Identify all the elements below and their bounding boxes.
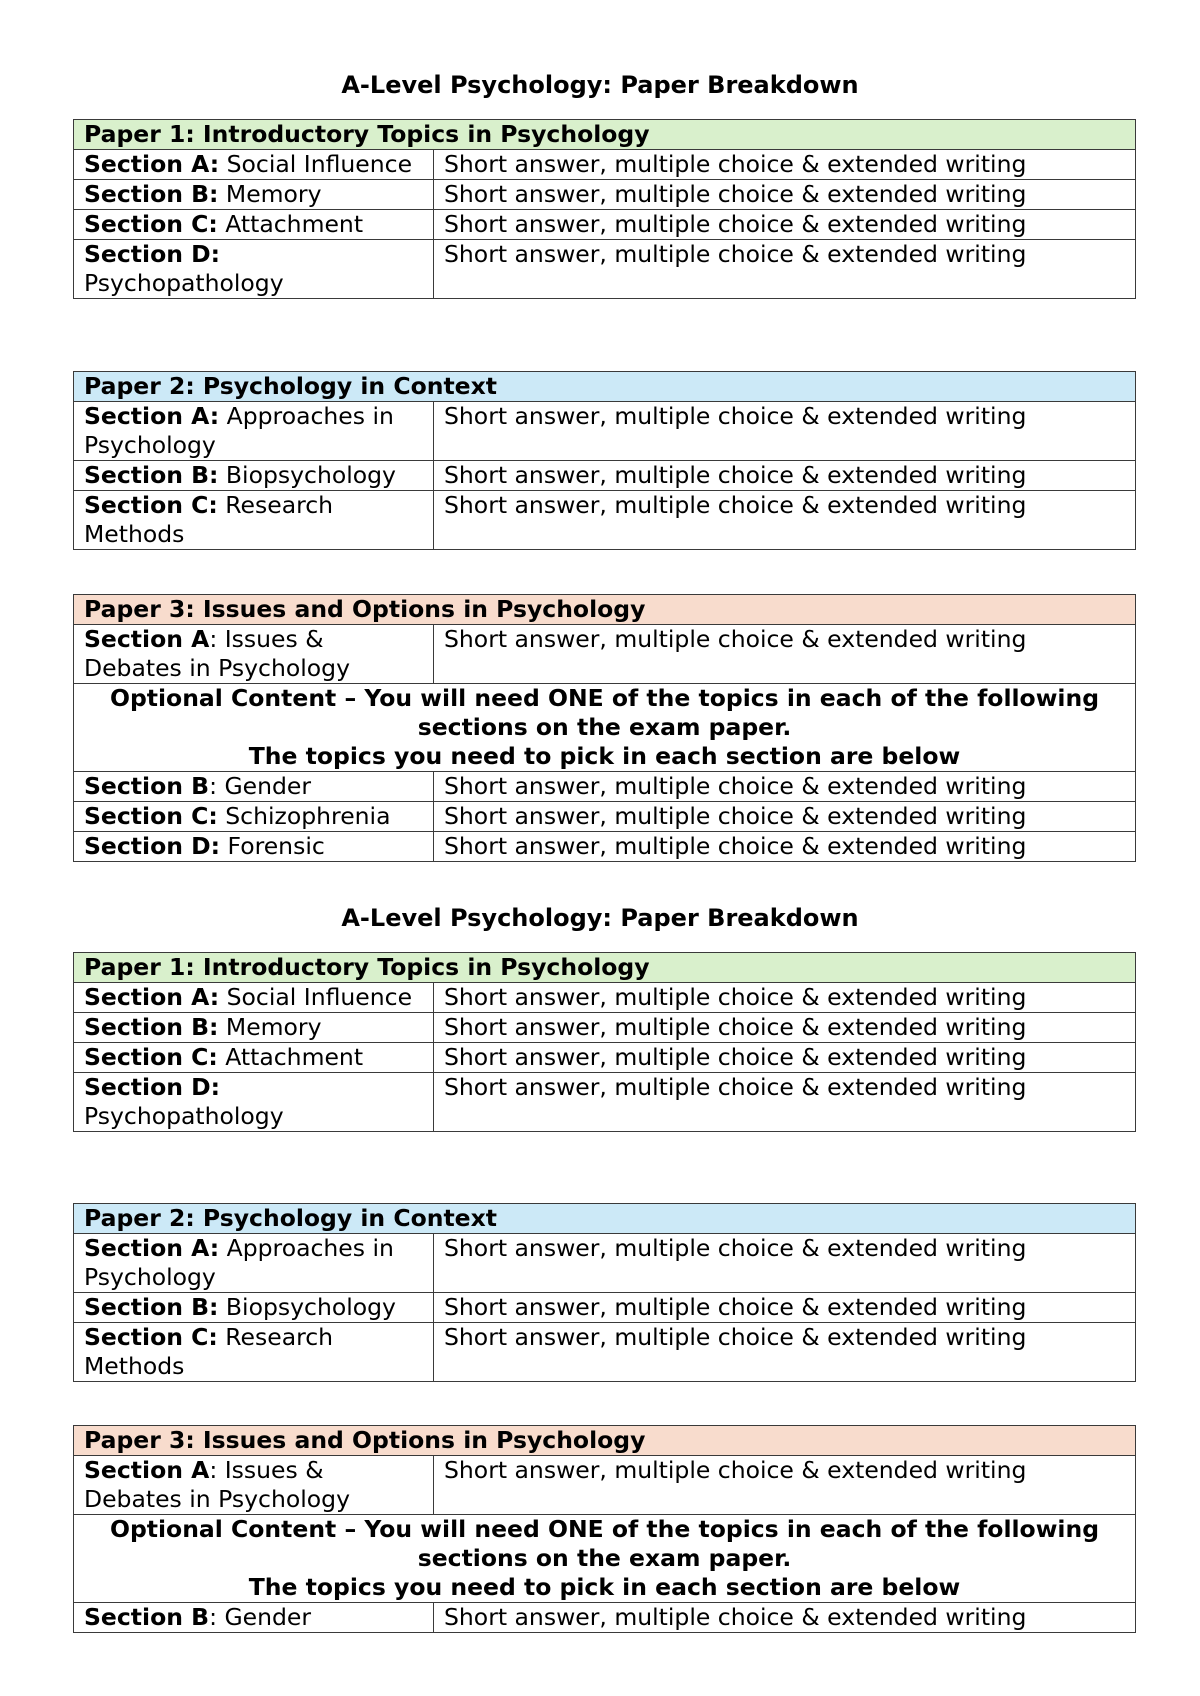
section-cell <box>74 150 434 180</box>
table-row <box>74 1234 1136 1293</box>
section-cell <box>74 491 434 550</box>
section-cell <box>74 1234 434 1293</box>
section-topic: Attachment <box>217 210 364 238</box>
format-cell: Short answer, multiple choice & extended writing <box>434 1073 1136 1132</box>
table-row <box>74 150 1136 180</box>
section-label: Section B: <box>84 1293 219 1321</box>
format-cell: Short answer, multiple choice & extended writing <box>434 1234 1136 1293</box>
section-topic: : Gender <box>209 772 312 800</box>
table-row <box>74 1073 1136 1132</box>
table-row <box>74 210 1136 240</box>
section-label: Section C: <box>84 802 218 830</box>
section-cell <box>74 240 434 299</box>
format-cell: Short answer, multiple choice & extended writing <box>434 832 1136 862</box>
section-topic: Psychopathology <box>84 269 284 297</box>
optional-content-line: The topics you need to pick in each section are below <box>248 1573 961 1601</box>
section-label: Section A: <box>84 1234 220 1262</box>
section-cell <box>74 402 434 461</box>
format-cell: Short answer, multiple choice & extended writing <box>434 150 1136 180</box>
section-topic: Social Influence <box>219 983 413 1011</box>
table-row <box>74 180 1136 210</box>
section-topic: Attachment <box>217 1043 364 1071</box>
table-row <box>74 832 1136 862</box>
section-cell <box>74 1013 434 1043</box>
format-cell: Short answer, multiple choice & extended writing <box>434 491 1136 550</box>
table-row <box>74 625 1136 684</box>
format-cell: Short answer, multiple choice & extended writing <box>434 983 1136 1013</box>
page-title: A-Level Psychology: Paper Breakdown <box>341 71 859 99</box>
paper-heading: Paper 1: Introductory Topics in Psychology <box>74 120 1136 150</box>
optional-content-line: Optional Content – You will need ONE of the topics in each of the following sections on the exam paper. <box>109 1515 1100 1572</box>
section-cell <box>74 1603 434 1633</box>
table-row <box>74 1013 1136 1043</box>
paper-heading: Paper 1: Introductory Topics in Psychology <box>74 953 1136 983</box>
section-topic: Approaches in Psychology <box>84 402 394 459</box>
section-label: Section A <box>84 1456 210 1484</box>
section-label: Section A: <box>84 983 220 1011</box>
table-row <box>74 1043 1136 1073</box>
optional-content-row <box>74 684 1136 772</box>
optional-content-line: The topics you need to pick in each section are below <box>248 742 961 770</box>
table-row <box>74 240 1136 299</box>
section-topic: Memory <box>218 180 322 208</box>
section-label: Section B: <box>84 1013 219 1041</box>
format-cell: Short answer, multiple choice & extended writing <box>434 1603 1136 1633</box>
section-label: Section D: <box>84 240 221 268</box>
table-row <box>74 1293 1136 1323</box>
format-cell: Short answer, multiple choice & extended writing <box>434 1013 1136 1043</box>
section-topic: Social Influence <box>219 150 413 178</box>
format-cell: Short answer, multiple choice & extended writing <box>434 1293 1136 1323</box>
table-row <box>74 491 1136 550</box>
paper-2-table <box>73 371 1136 550</box>
section-label: Section B <box>84 772 210 800</box>
optional-content-note <box>74 1515 1136 1603</box>
table-row <box>74 402 1136 461</box>
section-cell <box>74 1293 434 1323</box>
paper-3-table <box>73 594 1136 862</box>
table-row <box>74 802 1136 832</box>
section-topic: Memory <box>218 1013 322 1041</box>
format-cell: Short answer, multiple choice & extended writing <box>434 625 1136 684</box>
table-row <box>74 1323 1136 1382</box>
section-topic: Research Methods <box>84 491 334 548</box>
section-topic: : Gender <box>209 1603 312 1631</box>
format-cell: Short answer, multiple choice & extended writing <box>434 461 1136 491</box>
table-row <box>74 1603 1136 1633</box>
section-label: Section A <box>84 625 210 653</box>
format-cell: Short answer, multiple choice & extended writing <box>434 210 1136 240</box>
optional-content-note <box>74 684 1136 772</box>
paper-heading: Paper 2: Psychology in Context <box>74 1204 1136 1234</box>
paper-heading: Paper 3: Issues and Options in Psychology <box>74 1426 1136 1456</box>
table-row <box>74 983 1136 1013</box>
paper-1-table <box>73 952 1136 1132</box>
section-label: Section C: <box>84 1043 218 1071</box>
section-label: Section A: <box>84 402 220 430</box>
format-cell: Short answer, multiple choice & extended writing <box>434 772 1136 802</box>
section-label: Section B <box>84 1603 210 1631</box>
section-topic: : Issues & Debates in Psychology <box>84 625 350 682</box>
table-row <box>74 461 1136 491</box>
section-cell <box>74 210 434 240</box>
format-cell: Short answer, multiple choice & extended writing <box>434 240 1136 299</box>
paper-2-table <box>73 1203 1136 1382</box>
format-cell: Short answer, multiple choice & extended writing <box>434 1456 1136 1515</box>
section-label: Section C: <box>84 210 218 238</box>
section-cell <box>74 1323 434 1382</box>
section-label: Section A: <box>84 150 220 178</box>
paper-heading: Paper 3: Issues and Options in Psychology <box>74 595 1136 625</box>
optional-content-line: Optional Content – You will need ONE of the topics in each of the following sections on the exam paper. <box>109 684 1100 741</box>
section-label: Section B: <box>84 180 219 208</box>
section-cell <box>74 802 434 832</box>
page-title: A-Level Psychology: Paper Breakdown <box>341 904 859 932</box>
table-row <box>74 772 1136 802</box>
section-cell <box>74 461 434 491</box>
section-topic: Forensic <box>220 832 325 860</box>
format-cell: Short answer, multiple choice & extended writing <box>434 180 1136 210</box>
section-topic: Biopsychology <box>218 1293 396 1321</box>
paper-3-table <box>73 1425 1136 1633</box>
section-label: Section D: <box>84 1073 221 1101</box>
optional-content-row <box>74 1515 1136 1603</box>
section-cell <box>74 1456 434 1515</box>
section-topic: : Issues & Debates in Psychology <box>84 1456 350 1513</box>
section-topic: Approaches in Psychology <box>84 1234 394 1291</box>
section-cell <box>74 180 434 210</box>
format-cell: Short answer, multiple choice & extended writing <box>434 402 1136 461</box>
section-label: Section D: <box>84 832 221 860</box>
section-cell <box>74 1043 434 1073</box>
section-cell <box>74 1073 434 1132</box>
section-topic: Research Methods <box>84 1323 334 1380</box>
section-label: Section C: <box>84 1323 218 1351</box>
table-row <box>74 1456 1136 1515</box>
section-label: Section B: <box>84 461 219 489</box>
section-cell <box>74 832 434 862</box>
format-cell: Short answer, multiple choice & extended writing <box>434 1043 1136 1073</box>
paper-heading: Paper 2: Psychology in Context <box>74 372 1136 402</box>
section-topic: Schizophrenia <box>217 802 391 830</box>
format-cell: Short answer, multiple choice & extended writing <box>434 802 1136 832</box>
section-cell <box>74 983 434 1013</box>
section-cell <box>74 625 434 684</box>
section-topic: Psychopathology <box>84 1102 284 1130</box>
paper-1-table <box>73 119 1136 299</box>
section-cell <box>74 772 434 802</box>
section-label: Section C: <box>84 491 218 519</box>
format-cell: Short answer, multiple choice & extended writing <box>434 1323 1136 1382</box>
section-topic: Biopsychology <box>218 461 396 489</box>
